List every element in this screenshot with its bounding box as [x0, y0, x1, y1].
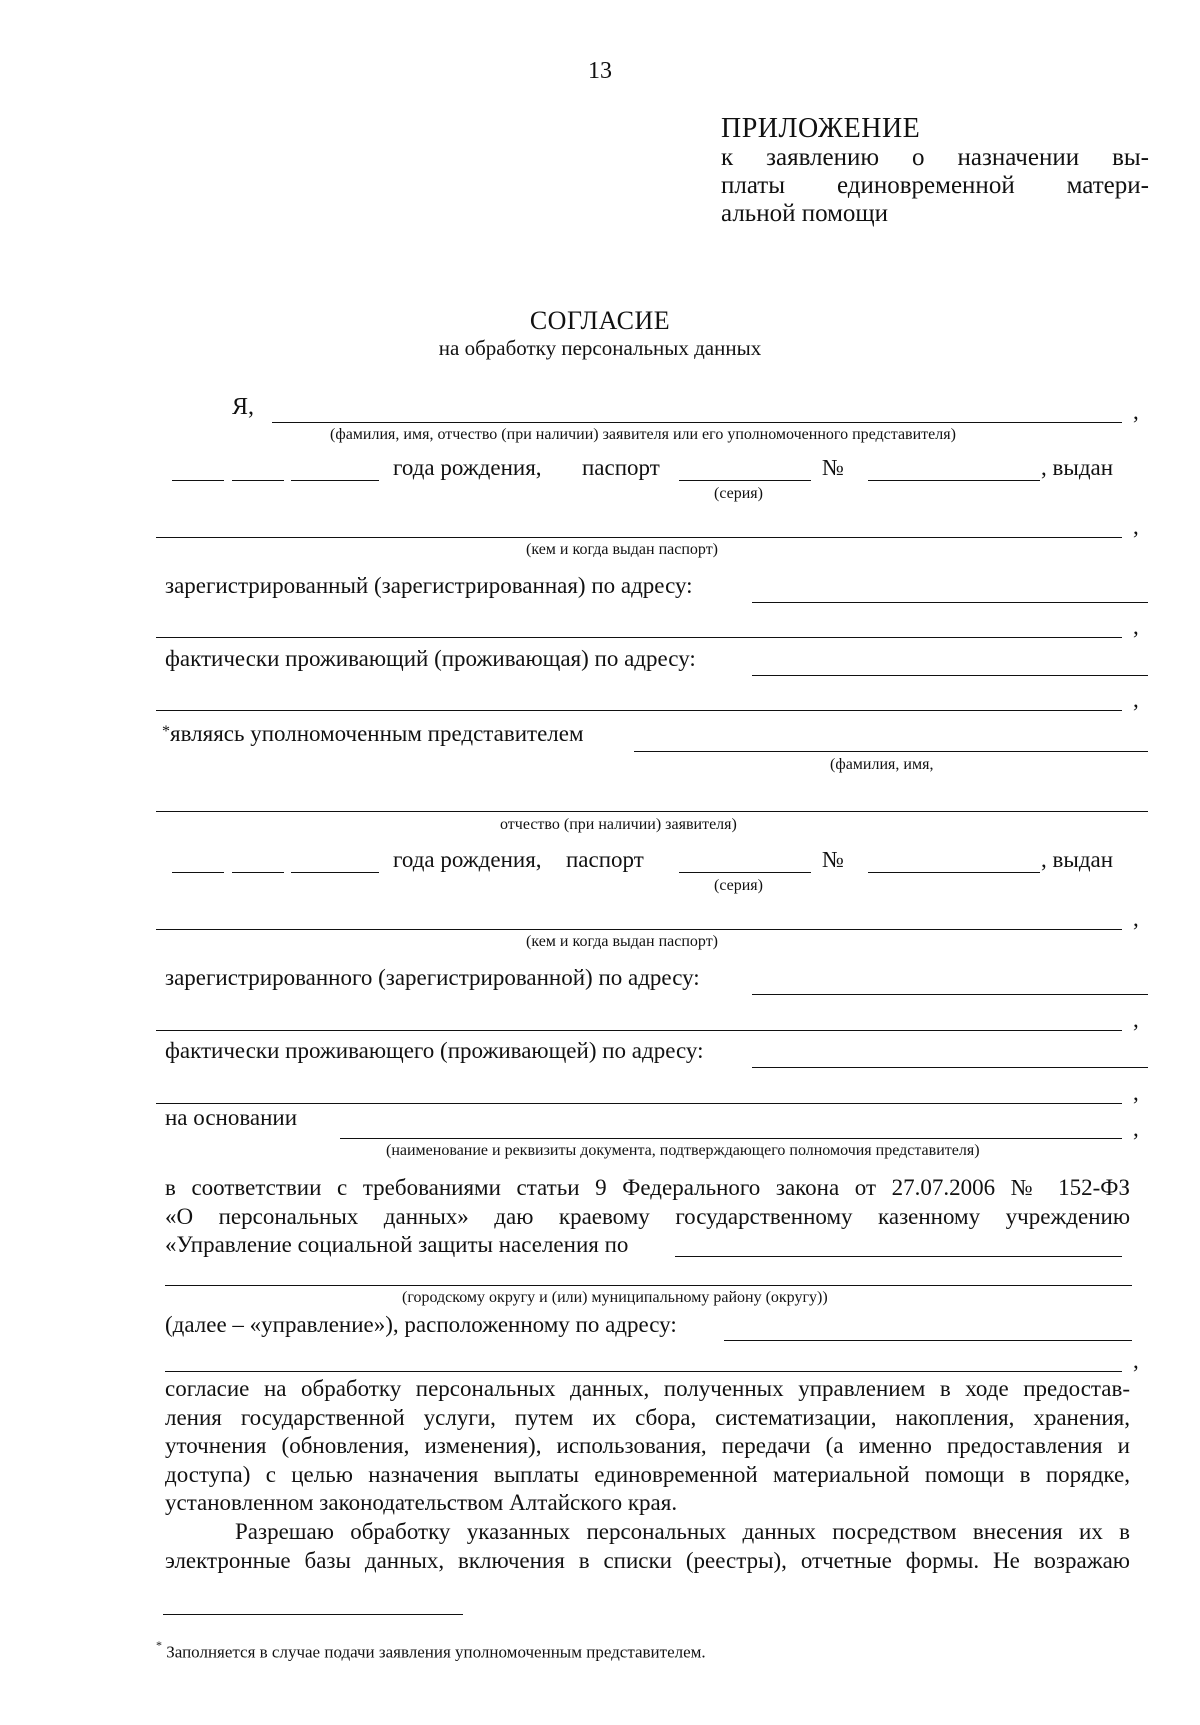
department-address-line-2[interactable]	[165, 1371, 1122, 1372]
department-name-line[interactable]	[675, 1256, 1122, 1257]
appendix-line: к заявлению о назначении вы-	[721, 144, 1149, 171]
issued-by-line[interactable]	[156, 929, 1122, 930]
consent-line: доступа) с целью назначения выплаты единовременной материальной помощи в порядке,	[165, 1461, 1130, 1487]
comma: ,	[1133, 399, 1139, 424]
law-line-2: «О персональных данных» даю краевому государственному казенному учреждению	[165, 1203, 1130, 1229]
representative-name-line-2[interactable]	[156, 811, 1148, 812]
consent-line: уточнения (обновления, изменения), использования, передачи (а именно предоставления и	[165, 1433, 1130, 1458]
fio-caption: (фамилия, имя, отчество (при наличии) заявителя или его уполномоченного представителя)	[330, 426, 956, 443]
issued-label: , выдан	[1041, 847, 1114, 872]
passport-series-line[interactable]	[679, 480, 811, 481]
page-number: 13	[588, 58, 612, 84]
residing-address-label: фактически проживающего (проживающей) по адресу:	[165, 1038, 704, 1063]
residing-address-line-2[interactable]	[156, 1103, 1122, 1104]
footnote-text: Заполняется в случае подачи заявления уполномоченным представителем.	[166, 1642, 706, 1662]
basis-label: на основании	[165, 1105, 298, 1130]
consent-line: установленном законодательством Алтайского края.	[165, 1490, 678, 1515]
issued-by-line[interactable]	[156, 537, 1122, 538]
consent-line: ления государственной услуги, путем их сбора, систематизации, накопления, хранения,	[165, 1404, 1130, 1430]
birth-month-line[interactable]	[232, 872, 284, 873]
passport-series-line[interactable]	[679, 872, 811, 873]
residing-address-line[interactable]	[752, 1067, 1148, 1068]
representative-caption-2: отчество (при наличии) заявителя)	[500, 816, 737, 833]
comma: ,	[1133, 514, 1139, 539]
permission-line: Разрешаю обработку указанных персональных данных посредством внесения их в	[235, 1519, 1130, 1544]
birth-month-line[interactable]	[232, 480, 284, 481]
permission-paragraph	[165, 1518, 1130, 1575]
appendix-line: платы единовременной матери-	[721, 172, 1149, 199]
passport-number-sign: №	[822, 455, 844, 480]
comma: ,	[1133, 906, 1139, 931]
residing-address-line-2[interactable]	[156, 710, 1122, 711]
birth-year-label: года рождения,	[393, 847, 542, 872]
footnote-separator	[163, 1614, 463, 1615]
registered-address-label: зарегистрированного (зарегистрированной) по адресу:	[165, 965, 700, 990]
issued-by-caption: (кем и когда выдан паспорт)	[526, 541, 719, 558]
passport-label: паспорт	[582, 455, 660, 480]
comma: ,	[1133, 614, 1139, 639]
registered-address-line-2[interactable]	[156, 1030, 1122, 1031]
passport-label: паспорт	[566, 847, 644, 872]
permission-line: электронные базы данных, включения в списки (реестры), отчетные формы. Не возражаю	[165, 1547, 1130, 1573]
representative-name-line[interactable]	[634, 751, 1148, 752]
consent-paragraph	[165, 1375, 1130, 1518]
series-caption: (серия)	[714, 877, 763, 894]
law-paragraph	[165, 1174, 1130, 1260]
department-address-line[interactable]	[724, 1340, 1132, 1341]
consent-subtitle: на обработку персональных данных	[438, 336, 762, 360]
department-name-line-2[interactable]	[165, 1285, 1132, 1286]
passport-number-line[interactable]	[868, 872, 1040, 873]
department-address-label: (далее – «управление»), расположенному по адресу:	[165, 1312, 677, 1337]
birth-year-line[interactable]	[291, 872, 379, 873]
birth-year-label: года рождения,	[393, 455, 542, 480]
law-line-1: в соответствии с требованиями статьи 9 Федерального закона от 27.07.2006 № 152-ФЗ	[165, 1175, 1130, 1200]
registered-address-line[interactable]	[752, 994, 1148, 995]
registered-address-label: зарегистрированный (зарегистрированная) по адресу:	[165, 573, 693, 598]
comma: ,	[1133, 1348, 1139, 1373]
basis-caption: (наименование и реквизиты документа, подтверждающего полномочия представителя)	[386, 1142, 980, 1159]
footnote-mark: *	[156, 1638, 162, 1652]
birth-day-line[interactable]	[172, 480, 224, 481]
appendix-line: альной помощи	[721, 200, 889, 227]
law-line-3: «Управление социальной защиты населения по	[165, 1232, 629, 1257]
basis-line[interactable]	[340, 1138, 1122, 1139]
fio-input-line[interactable]	[272, 422, 1122, 423]
representative-caption-1: (фамилия, имя,	[830, 756, 934, 773]
ya-label: Я,	[232, 394, 255, 420]
series-caption: (серия)	[714, 485, 763, 502]
residing-address-line[interactable]	[752, 675, 1148, 676]
passport-number-sign: №	[822, 847, 844, 872]
consent-title: СОГЛАСИЕ	[529, 306, 671, 335]
issued-label: , выдан	[1041, 455, 1114, 480]
asterisk-mark: *	[162, 723, 170, 740]
issued-by-caption: (кем и когда выдан паспорт)	[526, 933, 719, 950]
representative-label: являясь уполномоченным представителем	[170, 721, 584, 746]
birth-day-line[interactable]	[172, 872, 224, 873]
registered-address-line-2[interactable]	[156, 637, 1122, 638]
consent-line: согласие на обработку персональных данных, полученных управлением в ходе предостав-	[165, 1376, 1130, 1401]
appendix-title: ПРИЛОЖЕНИЕ	[721, 113, 921, 144]
footnote	[156, 1640, 706, 1663]
birth-year-line[interactable]	[291, 480, 379, 481]
comma: ,	[1133, 687, 1139, 712]
district-caption: (городскому округу и (или) муниципальному району (округу))	[402, 1289, 828, 1306]
comma: ,	[1133, 1080, 1139, 1105]
registered-address-line[interactable]	[752, 602, 1148, 603]
comma: ,	[1133, 1116, 1139, 1141]
residing-address-label: фактически проживающий (проживающая) по адресу:	[165, 646, 696, 671]
passport-number-line[interactable]	[868, 480, 1040, 481]
comma: ,	[1133, 1007, 1139, 1032]
